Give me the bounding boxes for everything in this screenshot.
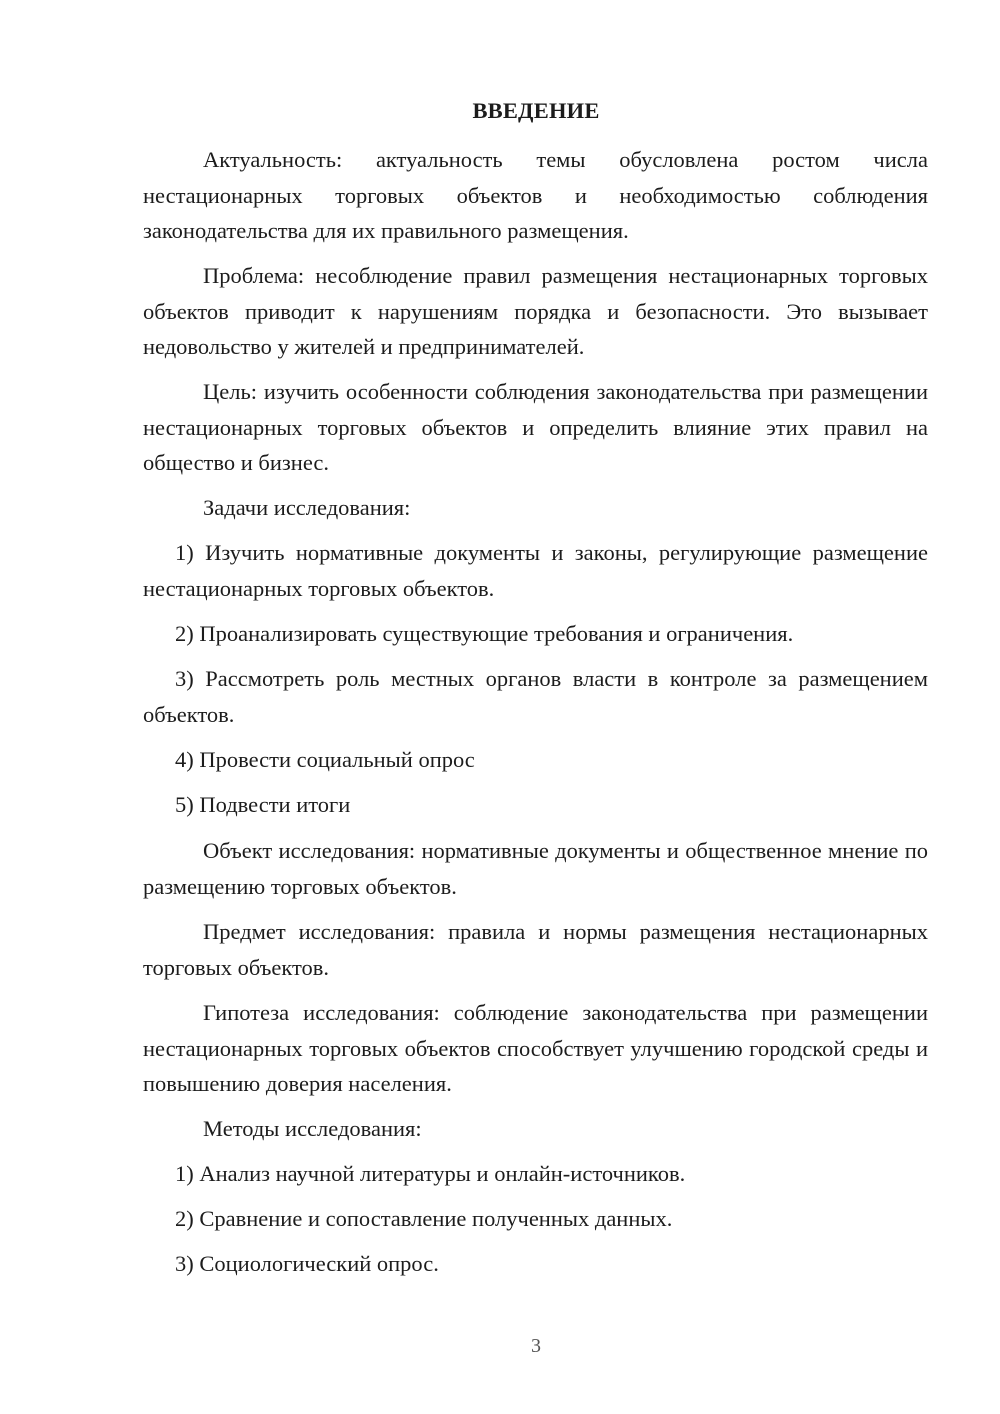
- paragraph-hypothesis: Гипотеза исследования: соблюдение законодательства при размещении нестационарных торговых объектов способствует улучшению городской среды и повышению доверия населения.: [143, 1000, 928, 1096]
- task-item-1: 1) Изучить нормативные документы и законы, регулирующие размещение нестационарных торговых объектов.: [143, 540, 928, 601]
- method-item-1: 1) Анализ научной литературы и онлайн-источников.: [175, 1161, 686, 1186]
- page-number: 3: [531, 1335, 541, 1357]
- task-item-3: 3) Рассмотреть роль местных органов власти в контроле за размещением объектов.: [143, 666, 928, 727]
- paragraph-problem: Проблема: несоблюдение правил размещения нестационарных торговых объектов приводит к нарушениям порядка и безопасности. Это вызывает недовольство у жителей и предпринимателей.: [143, 263, 928, 359]
- task-item-5: 5) Подвести итоги: [175, 792, 351, 817]
- paragraph-subject: Предмет исследования: правила и нормы размещения нестационарных торговых объектов.: [143, 919, 928, 980]
- page-title: ВВЕДЕНИЕ: [472, 98, 600, 123]
- task-item-2: 2) Проанализировать существующие требования и ограничения.: [175, 621, 794, 646]
- method-item-3: 3) Социологический опрос.: [175, 1251, 439, 1276]
- task-item-4: 4) Провести социальный опрос: [175, 747, 475, 772]
- paragraph-object: Объект исследования: нормативные документы и общественное мнение по размещению торговых объектов.: [143, 838, 928, 899]
- tasks-heading: Задачи исследования:: [203, 495, 411, 520]
- method-item-2: 2) Сравнение и сопоставление полученных данных.: [175, 1206, 673, 1231]
- paragraph-goal: Цель: изучить особенности соблюдения законодательства при размещении нестационарных торговых объектов и определить влияние этих правил на общество и бизнес.: [143, 379, 928, 475]
- methods-heading: Методы исследования:: [203, 1116, 422, 1141]
- paragraph-relevance: Актуальность: актуальность темы обусловлена ростом числа нестационарных торговых объектов и необходимостью соблюдения законодательства для их правильного размещения.: [143, 147, 928, 243]
